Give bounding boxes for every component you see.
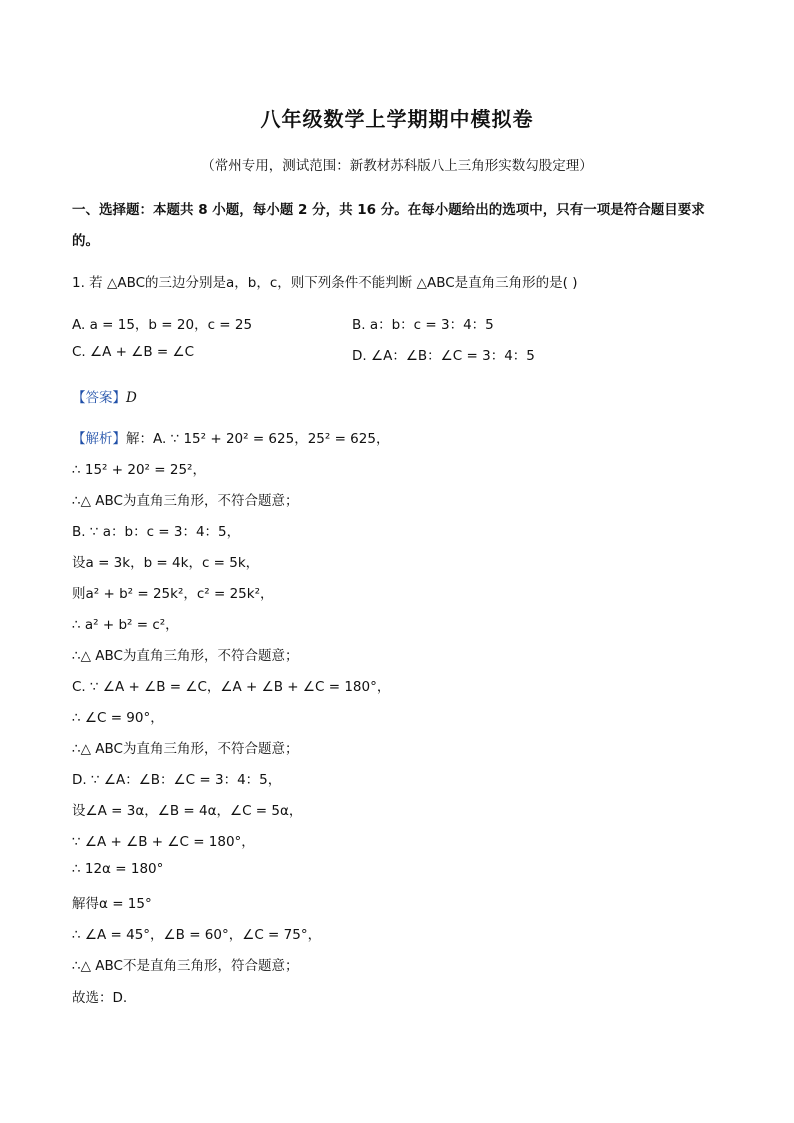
analysis-line: ∴△ ABC为直角三角形，不符合题意； [72,648,299,664]
analysis-line: 设∠A = 3α，∠B = 4α，∠C = 5α， [72,803,303,819]
analysis-line: ∴△ ABC不是直角三角形，符合题意； [72,958,299,974]
option-b: B. a：b：c = 3：4：5 [352,317,494,333]
page-subtitle: （常州专用，测试范围：新教材苏科版八上三角形实数勾股定理） [201,158,593,174]
analysis-line: ∴ a² + b² = c²， [72,617,179,633]
answer-line [72,386,137,406]
section-heading: 一、选择题：本题共 8 小题，每小题 2 分，共 16 分。在每小题给出的选项中，只有一项是符合题目要求 [72,202,705,218]
answer-tag: 【答案】 [72,390,126,406]
option-c: C. ∠A + ∠B = ∠C [72,344,195,360]
analysis-line: 设a = 3k，b = 4k，c = 5k， [72,555,260,571]
analysis-line: ∴ ∠C = 90°， [72,710,164,726]
analysis-line: ∴ ∠A = 45°，∠B = 60°，∠C = 75°， [72,927,322,943]
analysis-line: ∴ 15² + 20² = 25²， [72,462,206,478]
analysis-line: 则a² + b² = 25k²，c² = 25k²， [72,586,274,602]
analysis-line: ∵ ∠A + ∠B + ∠C = 180°， [72,834,255,850]
option-a: A. a = 15，b = 20，c = 25 [72,317,253,333]
analysis-line: ∴△ ABC为直角三角形，不符合题意； [72,493,299,509]
analysis-line: 故选：D. [72,990,128,1006]
question-1-text: 1. 若 △ABC的三边分别是a，b，c，则下列条件不能判断 △ABC是直角三角形的是( ) [72,275,578,291]
analysis-line: D. ∵ ∠A：∠B：∠C = 3：4：5， [72,772,282,788]
answer-value: D [126,390,137,406]
analysis-line: ∴ 12α = 180° [72,861,164,877]
analysis-first-line [72,427,389,447]
analysis-line: B. ∵ a：b：c = 3：4：5， [72,524,241,540]
analysis-line: 解得α = 15° [72,896,152,912]
analysis-line: C. ∵ ∠A + ∠B = ∠C，∠A + ∠B + ∠C = 180°， [72,679,391,695]
analysis-line-0: 解：A. ∵ 15² + 20² = 625，25² = 625， [126,431,390,447]
section-heading-continued: 的。 [72,233,99,249]
analysis-line: ∴△ ABC为直角三角形，不符合题意； [72,741,299,757]
analysis-tag: 【解析】 [72,431,126,447]
page-title: 八年级数学上学期期中模拟卷 [260,107,534,131]
option-d: D. ∠A：∠B：∠C = 3：4：5 [352,348,535,364]
